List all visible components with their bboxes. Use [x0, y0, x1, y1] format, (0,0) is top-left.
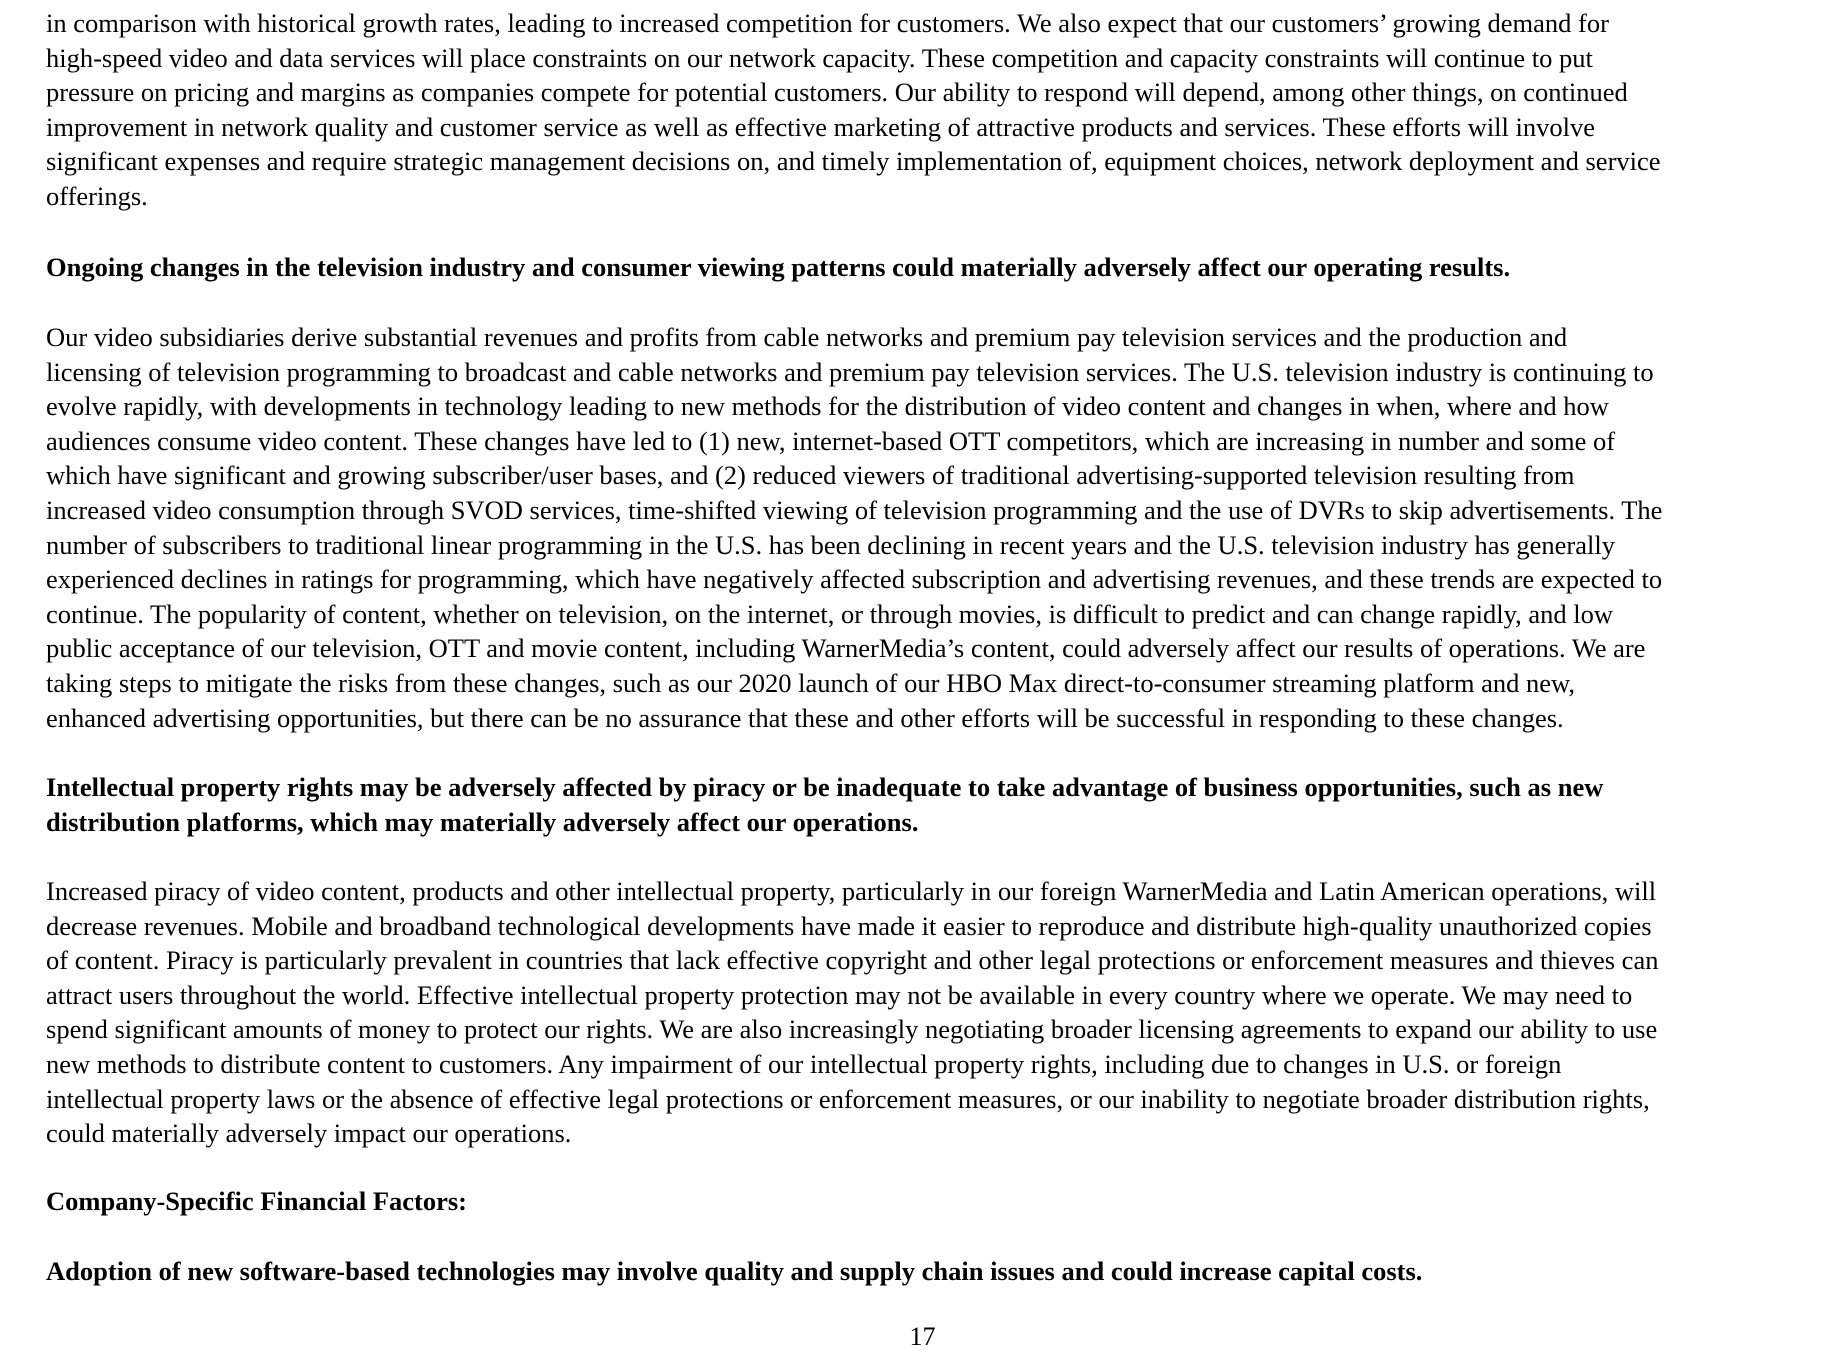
heading-company-specific-financial-factors: Company-Specific Financial Factors:	[46, 1186, 468, 1216]
heading-line: Intellectual property rights may be adversely affected by piracy or be inadequate to take advantage of business opportunities, such as new	[46, 772, 1604, 802]
text-line: Increased piracy of video content, products and other intellectual property, particularly in our foreign WarnerMedia and Latin American operations, will	[46, 876, 1657, 906]
text-line: new methods to distribute content to customers. Any impairment of our intellectual property rights, including due to changes in U.S. or foreign	[46, 1048, 1562, 1079]
text-line: licensing of television programming to broadcast and cable networks and premium pay television services. The U.S. television industry is continuing to	[46, 356, 1654, 387]
text-line: attract users throughout the world. Effective intellectual property protection may not be available in every country where we operate. We may need to	[46, 979, 1633, 1010]
text-line: evolve rapidly, with developments in technology leading to new methods for the distribution of video content and changes in when, where and how	[46, 391, 1609, 422]
text-line: enhanced advertising opportunities, but there can be no assurance that these and other efforts will be successful in responding to these changes.	[46, 702, 1564, 733]
text-line: which have significant and growing subscriber/user bases, and (2) reduced viewers of traditional advertising-supported television resulting from	[46, 460, 1575, 491]
paragraph-network-capacity	[46, 6, 1811, 214]
page-number: 17	[909, 1322, 936, 1351]
text-line: public acceptance of our television, OTT and movie content, including WarnerMedia’s content, could adversely affect our results of operations. We are	[46, 633, 1646, 664]
text-line: continue. The popularity of content, whether on television, on the internet, or through movies, is difficult to predict and can change rapidly, and low	[46, 598, 1614, 629]
text-line: decrease revenues. Mobile and broadband technological developments have made it easier to reproduce and distribute high-quality unauthorized copies	[46, 910, 1652, 941]
text-line: pressure on pricing and margins as companies compete for potential customers. Our ability to respond will depend, among other things, on continued	[46, 77, 1628, 108]
text-line: offerings.	[46, 180, 148, 211]
text-line: taking steps to mitigate the risks from these changes, such as our 2020 launch of our HBO Max direct-to-consumer streaming platform and new,	[46, 667, 1576, 698]
text-line: could materially adversely impact our operations.	[46, 1118, 572, 1149]
text-line: significant expenses and require strategic management decisions on, and timely implementation of, equipment choices, network deployment and service	[46, 146, 1661, 177]
text-line: audiences consume video content. These changes have led to (1) new, internet-based OTT competitors, which are increasing in number and some of	[46, 425, 1616, 456]
heading-line: distribution platforms, which may materially adversely affect our operations.	[46, 806, 919, 837]
text-line: experienced declines in ratings for programming, which have negatively affected subscription and advertising revenues, and these trends are expected to	[46, 564, 1663, 595]
text-line: number of subscribers to traditional linear programming in the U.S. has been declining in recent years and the U.S. television industry has generally	[46, 529, 1615, 560]
heading-television-industry: Ongoing changes in the television industry and consumer viewing patterns could materially adversely affect our operating results.	[46, 252, 1511, 282]
text-line: high-speed video and data services will place constraints on our network capacity. These competition and capacity constraints will continue to put	[46, 42, 1593, 73]
text-line: increased video consumption through SVOD services, time-shifted viewing of television programming and the use of DVRs to skip advertisements. The	[46, 494, 1663, 525]
text-line: intellectual property laws or the absence of effective legal protections or enforcement measures, or our inability to negotiate broader distribution rights,	[46, 1083, 1650, 1114]
heading-software-based-technologies: Adoption of new software-based technologies may involve quality and supply chain issues and could increase capital costs.	[46, 1256, 1423, 1286]
text-line: improvement in network quality and customer service as well as effective marketing of attractive products and services. These efforts will involve	[46, 111, 1596, 142]
text-line: spend significant amounts of money to protect our rights. We are also increasingly negotiating broader licensing agreements to expand our ability to use	[46, 1014, 1658, 1045]
heading-intellectual-property	[46, 770, 1811, 839]
text-line: Our video subsidiaries derive substantial revenues and profits from cable networks and premium pay television services and the production and	[46, 322, 1568, 352]
paragraph-intellectual-property	[46, 874, 1811, 1151]
paragraph-television-industry	[46, 320, 1811, 735]
text-line: of content. Piracy is particularly prevalent in countries that lack effective copyright and other legal protections or enforcement measures and thieves can	[46, 945, 1659, 976]
text-line: in comparison with historical growth rates, leading to increased competition for customers. We also expect that our customers’ growing demand for	[46, 8, 1609, 38]
